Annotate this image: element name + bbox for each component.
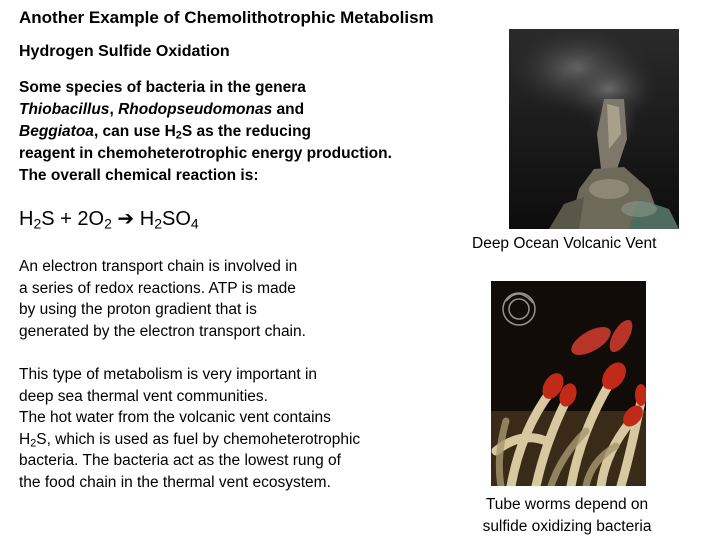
vent-line-4-b: S, which is used as fuel by chemoheterotrophic <box>36 430 361 448</box>
slide-subtitle: Hydrogen Sulfide Oxidation <box>19 43 230 60</box>
subscript: 2 <box>175 129 182 142</box>
etc-line-4: generated by the electron transport chain. <box>19 322 306 340</box>
eq-h: H <box>19 208 34 230</box>
vent-line-5: bacteria. The bacteria act as the lowest rung of <box>19 452 341 469</box>
intro-line-3-text-b: S as the reducing <box>181 123 312 140</box>
eq-part: SO <box>161 208 191 230</box>
vent-line-6: the food chain in the thermal vent ecosystem. <box>19 473 331 491</box>
intro-line-4: reagent in chemoheterotrophic energy production. <box>19 145 392 162</box>
tube-worms-caption-line-2: sulfide oxidizing bacteria <box>482 518 652 535</box>
genus-rhodopseudomonas: Rhodopseudomonas <box>118 101 273 118</box>
tube-worms-photo <box>491 281 646 486</box>
intro-line-5: The overall chemical reaction is: <box>19 167 259 184</box>
vent-line-3: The hot water from the volcanic vent contains <box>19 409 331 426</box>
vent-line-4-a: H <box>19 430 31 448</box>
eq-sub: 2 <box>33 215 42 232</box>
eq-part: S + 2O <box>41 208 105 230</box>
vent-line-1: This type of metabolism is very important in <box>19 366 318 383</box>
vent-caption: Deep Ocean Volcanic Vent <box>472 235 657 252</box>
genus-beggiatoa: Beggiatoa <box>19 123 94 140</box>
eq-sub: 2 <box>104 215 112 232</box>
tube-worms-caption <box>462 494 672 538</box>
intro-line-3-text: , can use H <box>93 123 176 140</box>
electron-transport-paragraph <box>19 256 379 342</box>
chemical-equation <box>19 206 199 231</box>
slide-title: Another Example of Chemolithotrophic Metabolism <box>19 8 434 27</box>
eq-sub: 4 <box>190 215 199 232</box>
etc-line-3: by using the proton gradient that is <box>19 301 257 318</box>
etc-line-2: a series of redox reactions. ATP is made <box>19 279 296 297</box>
intro-line-3 <box>19 121 479 143</box>
vent-line-4 <box>19 429 429 451</box>
vent-line-2: deep sea thermal vent communities. <box>19 387 268 405</box>
eq-part: H <box>139 208 155 230</box>
volcanic-vent-photo <box>509 29 679 229</box>
conjunction: and <box>272 101 305 118</box>
arrow-icon: ➔ <box>111 208 140 230</box>
thermal-vent-paragraph <box>19 364 429 493</box>
etc-line-1: An electron transport chain is involved in <box>19 258 298 275</box>
subscript: 2 <box>30 437 37 450</box>
intro-paragraph <box>19 77 479 187</box>
tube-worms-caption-line-1: Tube worms depend on <box>485 496 649 513</box>
separator: , <box>109 101 119 118</box>
eq-sub: 2 <box>154 215 162 232</box>
genus-thiobacillus: Thiobacillus <box>19 101 110 118</box>
intro-line-2 <box>19 99 479 121</box>
intro-line-1: Some species of bacteria in the genera <box>19 79 306 96</box>
